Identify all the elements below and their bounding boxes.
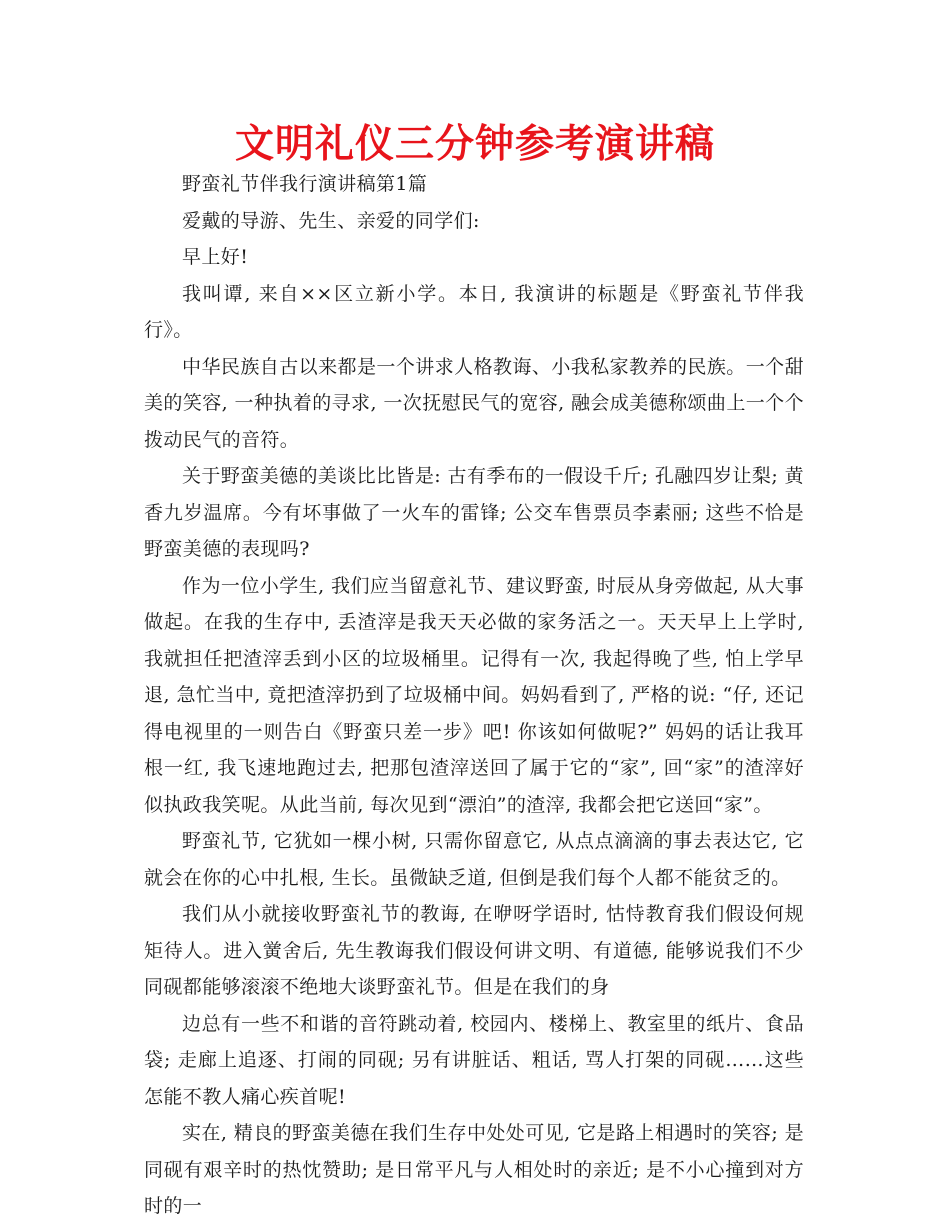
document-title: 文明礼仪三分钟参考演讲稿 [234, 122, 715, 167]
paragraph: 边总有一些不和谐的音符跳动着, 校园内、楼梯上、教室里的纸片、食品袋; 走廊上追逐、打闹的同砚; 另有讲脏话、粗话, 骂人打架的同砚……这些怎能不教人痛心疾首呢! [144, 1012, 804, 1108]
paragraph: 作为一位小学生, 我们应当留意礼节、建议野蛮, 时辰从身旁做起, 从大事做起。在我的生存中, 丢渣滓是我天天必做的家务活之一。天天早上上学时, 我就担任把渣滓丢到小区的垃圾桶里。记得有一次, 我起得晚了些, 怕上学早退, 急忙当中, 竟把渣滓扔到了垃圾桶中间。妈妈看到了, 严格的说: “仔, 还记得电视里的一则告白《野蛮只差一步》吧! 你该如何做呢?” 妈妈的话让我耳根一红, 我飞速地跑过去, 把那包渣滓送回了属于它的“家”, 回“家”的渣滓好似执政我笑呢。从此当前, 每次见到“漂泊”的渣滓, 我都会把它送回“家”。 [144, 574, 804, 816]
paragraph: 实在, 精良的野蛮美德在我们生存中处处可见, 它是路上相遇时的笑容; 是同砚有艰辛时的热忱赞助; 是日常平凡与人相处时的亲近; 是不小心撞到对方时的一 [144, 1122, 804, 1217]
paragraph: 早上好! [182, 246, 249, 268]
paragraph: 我叫谭, 来自××区立新小学。本日, 我演讲的标题是《野蛮礼节伴我行》。 [144, 282, 804, 341]
paragraph: 野蛮礼节, 它犹如一棵小树, 只需你留意它, 从点点滴滴的事去表达它, 它就会在你的心中扎根, 生长。虽微缺乏道, 但倒是我们每个人都不能贫乏的。 [144, 830, 804, 889]
paragraph: 我们从小就接收野蛮礼节的教诲, 在咿呀学语时, 怙恃教育我们假设何规矩待人。进入黉舍后, 先生教诲我们假设何讲文明、有道德, 能够说我们不少同砚都能够滚滚不绝地大谈野蛮礼节。但是在我们的身 [144, 903, 804, 998]
paragraph: 野蛮礼节伴我行演讲稿第1篇 [182, 173, 428, 195]
paragraph: 中华民族自古以来都是一个讲求人格教诲、小我私家教养的民族。一个甜美的笑容, 一种执着的寻求, 一次抚慰民气的宽容, 融会成美德称颂曲上一个个拨动民气的音符。 [144, 355, 804, 451]
paragraph: 关于野蛮美德的美谈比比皆是: 古有季布的一假设千斤; 孔融四岁让梨; 黄香九岁温席。今有坏事做了一火车的雷锋; 公交车售票员李素丽; 这些不恰是野蛮美德的表现吗? [144, 465, 804, 560]
paragraph: 爱戴的导游、先生、亲爱的同学们: [182, 209, 480, 232]
document-body [144, 166, 804, 1225]
